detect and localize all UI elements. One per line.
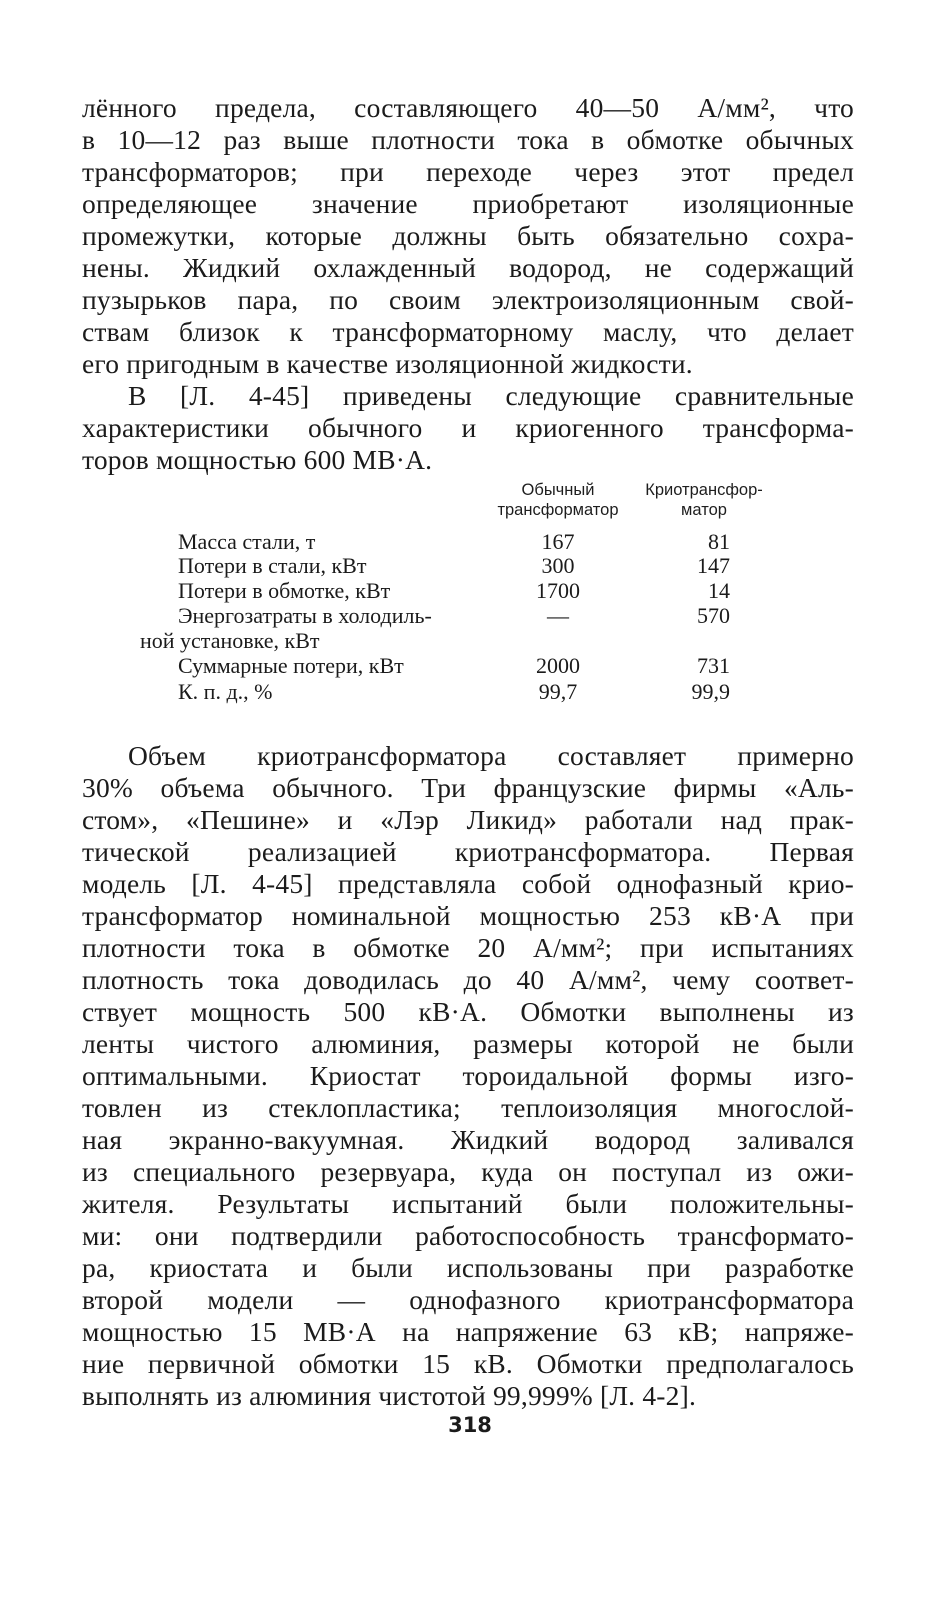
text-line: ра, криостата и были использованы при разработке: [82, 1252, 854, 1283]
header-line: трансформатор: [497, 501, 619, 519]
text-line: в 10—12 раз выше плотности тока в обмотке обычных: [82, 124, 854, 155]
text-line: В [Л. 4-45] приведены следующие сравнительные: [128, 380, 854, 411]
text-line: ствует мощность 500 кВ·А. Обмотки выполнены из: [82, 996, 854, 1027]
text-line: плотности тока в обмотке 20 А/мм²; при испытаниях: [82, 932, 854, 963]
text-line: тической реализацией криотрансформатора. Первая: [82, 836, 854, 867]
page-number: 318: [448, 1413, 492, 1437]
text-line: лённого предела, составляющего 40—50 А/мм², что: [82, 92, 854, 123]
text-line: второй модели — однофазного криотрансформатора: [82, 1284, 854, 1315]
table-row: [0, 553, 948, 579]
cell-conventional: 167: [541, 529, 575, 554]
text-line: Объем криотрансформатора составляет примерно: [128, 740, 854, 771]
row-label: Суммарные потери, кВт: [178, 653, 404, 678]
row-label: Масса стали, т: [178, 529, 316, 554]
text-line: характеристики обычного и криогенного трансформа-: [82, 412, 854, 443]
cell-cryo: 147: [697, 553, 730, 578]
text-line: пузырьков пара, по своим электроизоляционным свой-: [82, 284, 854, 315]
cell-cryo: 14: [708, 578, 730, 603]
table-row: [0, 653, 948, 679]
cell-cryo: 81: [708, 529, 730, 554]
cell-cryo: 99,9: [691, 679, 730, 704]
text-line: ми: они подтвердили работоспособность трансформато-: [82, 1220, 854, 1251]
text-line: определяющее значение приобретают изоляционные: [82, 188, 854, 219]
table-row: [0, 603, 948, 629]
text-line: ная экранно-вакуумная. Жидкий водород заливался: [82, 1124, 854, 1155]
text-line: трансформаторов; при переходе через этот предел: [82, 156, 854, 187]
cell-cryo: 731: [697, 653, 730, 678]
text-line: выполнять из алюминия чистотой 99,999% [Л. 4-2].: [82, 1380, 697, 1411]
row-label: К. п. д., %: [178, 679, 273, 704]
text-line: нены. Жидкий охлажденный водород, не содержащий: [82, 252, 854, 283]
text-line: из специального резервуара, куда он поступал из ожи-: [82, 1156, 854, 1187]
text-line: ние первичной обмотки 15 кВ. Обмотки предполагалось: [82, 1348, 854, 1379]
text-line: трансформатор номинальной мощностью 253 кВ·А при: [82, 900, 854, 931]
text-line: мощностью 15 МВ·А на напряжение 63 кВ; напряже-: [82, 1316, 854, 1347]
table-row: [0, 578, 948, 604]
text-line: оптимальными. Криостат тороидальной формы изго-: [82, 1060, 854, 1091]
header-line: Обычный: [521, 481, 595, 499]
cell-conventional: 99,7: [538, 679, 578, 704]
cell-cryo: 570: [697, 603, 730, 628]
table-row: [0, 529, 948, 555]
text-line: его пригодным в качестве изоляционной жидкости.: [82, 348, 693, 379]
header-line: Криотрансфор-: [645, 481, 763, 499]
text-line: 30% объема обычного. Три французские фирмы «Аль-: [82, 772, 854, 803]
table-row: [0, 628, 948, 654]
cell-conventional: 2000: [536, 653, 580, 678]
column-header-conventional: [486, 480, 630, 520]
header-line: матор: [681, 501, 727, 519]
text-line: промежутки, которые должны быть обязательно сохра-: [82, 220, 854, 251]
cell-conventional: 300: [541, 553, 575, 578]
cell-conventional: —: [547, 603, 569, 628]
text-line: ствам близок к трансформаторному маслу, что делает: [82, 316, 854, 347]
text-line: модель [Л. 4-45] представляла собой однофазный крио-: [82, 868, 854, 899]
column-header-cryo: [632, 480, 776, 520]
row-label: Потери в стали, кВт: [178, 553, 367, 578]
row-label: Энергозатраты в холодиль-: [178, 603, 432, 628]
text-line: ленты чистого алюминия, размеры которой не были: [82, 1028, 854, 1059]
cell-conventional: 1700: [536, 578, 580, 603]
row-label: Потери в обмотке, кВт: [178, 578, 391, 603]
text-line: стом», «Пешине» и «Лэр Ликид» работали над прак-: [82, 804, 854, 835]
row-label-continuation: ной установке, кВт: [140, 628, 320, 653]
table-row: [0, 679, 948, 705]
text-line: товлен из стеклопластика; теплоизоляция многослой-: [82, 1092, 854, 1123]
text-line: торов мощностью 600 МВ·А.: [82, 444, 433, 475]
text-line: жителя. Результаты испытаний были положительны-: [82, 1188, 854, 1219]
text-line: плотность тока доводилась до 40 А/мм², чему соответ-: [82, 964, 854, 995]
